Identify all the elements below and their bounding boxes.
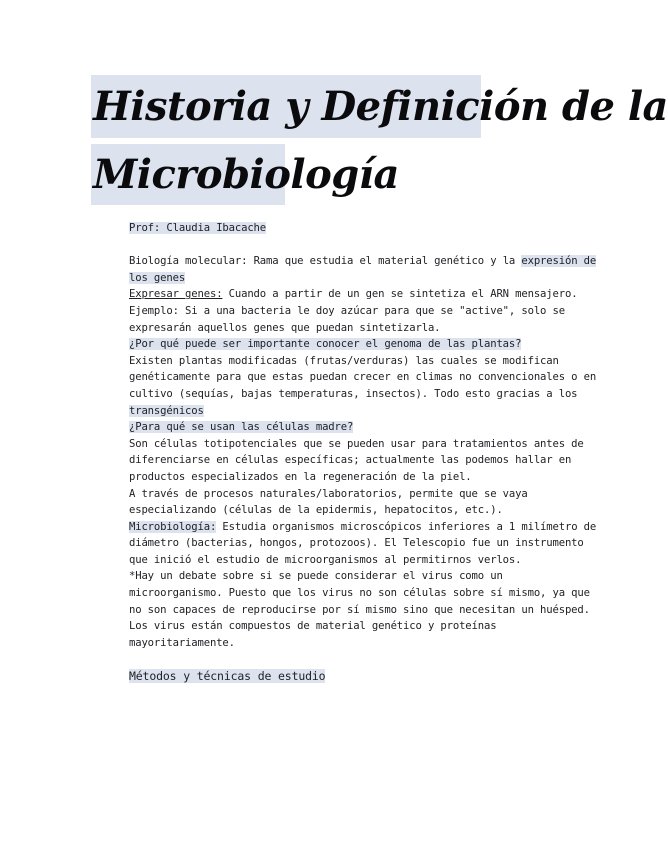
question-genoma-plantas: ¿Por qué puede ser importante conocer el genoma de las plantas?	[129, 338, 522, 351]
highlight-expresion: expresión de	[521, 255, 597, 268]
professor-name: Prof: Claudia Ibacache	[129, 222, 267, 234]
plantas-line-4: transgénicos	[129, 404, 204, 417]
micro-line-3: que inició el estudio de microorganismos al permitirnos verlos.	[129, 553, 522, 566]
biologia-molecular-term: Biología molecular:	[129, 255, 248, 268]
plantas-line-1: Existen plantas modificadas (frutas/verduras) las cuales se modifican	[129, 354, 559, 367]
micro-line-4: *Hay un debate sobre si se puede considerar el virus como un	[129, 570, 503, 583]
microbiologia-term: Microbiología:	[129, 520, 217, 533]
madre-line-1: Son células totipotenciales que se pueden usar para tratamientos antes de	[129, 437, 584, 450]
ejemplo-line-2: expresarán aquellos genes que puedan sintetizarla.	[129, 321, 441, 334]
micro-line-5: microorganismo. Puesto que los virus no son células sobre sí mismo, ya que	[129, 587, 590, 600]
micro-line-6: no son capaces de reproducirse por sí mismo sino que necesitan un huésped.	[129, 603, 590, 616]
madre-line-2: diferenciarse en células específicas; actualmente las podemos hallar en	[129, 454, 572, 467]
biologia-molecular-paragraph: Biología molecular: Rama que estudia el material genético y la expresión de	[129, 255, 597, 268]
document-title-line-1: Historia y Definición de la	[91, 75, 481, 138]
question-celulas-madre: ¿Para qué se usan las células madre?	[129, 421, 354, 434]
expresar-genes-paragraph: Expresar genes: Cuando a partir de un gen se sintetiza el ARN mensajero.	[129, 288, 578, 301]
document-title-line-2: Microbiología	[91, 144, 285, 205]
expresar-genes-term: Expresar genes:	[129, 288, 223, 301]
plantas-line-3: cultivo (sequías, bajas temperaturas, insectos). Todo esto gracias a los	[129, 387, 578, 400]
micro-line-7: Los virus están compuestos de material genético y proteínas	[129, 620, 497, 633]
document-body: Prof: Claudia Ibacache Biología molecular: Rama que estudia el material genético y la expresión de los genes Expresar genes: Cuando a partir de un gen se sintetiza el ARN mensajero. Ejemplo: Si a una bacteria le doy azúcar para que se "active", solo se expresarán aquellos genes que puedan sintetizarla. ¿Por qué puede ser importante conocer el genoma de las plantas? Existen plantas modificadas (frutas/verduras) las cuales se modifican genéticamente para que estas puedan crecer en climas no convencionales o en cultivo (sequías, bajas temperaturas, insectos). Todo esto gracias a los transgénicos ¿Para qué se usan las células madre? Son células totipotenciales que se pueden usar para tratamientos antes de diferenciarse en células específicas; actualmente las podemos hallar en productos especializados en la regeneración de la piel. A través de procesos naturales/laboratorios, permite que se vaya especializando (células de la epidermis, hepatocitos, etc.). Microbiología: Estudia organismos microscópicos inferiores a 1 milímetro de diámetro (bacterias, hongos, protozoos). El Telescopio fue un instrumento que inició el estudio de microorganismos al permitirnos verlos. *Hay un debate sobre si se puede considerar el virus como un microorganismo. Puesto que los virus no son células sobre sí mismo, ya que no son capaces de reproducirse por sí mismo sino que necesitan un huésped. Los virus están compuestos de material genético y proteínas mayoritariamente. Métodos y técnicas de estudio	[129, 222, 597, 684]
micro-line-8: mayoritariamente.	[129, 636, 235, 649]
section-heading-metodos: Métodos y técnicas de estudio	[129, 669, 326, 684]
plantas-line-2: genéticamente para que estas puedan crecer en climas no convencionales o en	[129, 371, 597, 384]
ejemplo-line-1: Ejemplo: Si a una bacteria le doy azúcar para que se "active", solo se	[129, 304, 565, 317]
madre-line-5: especializando (células de la epidermis, hepatocitos, etc.).	[129, 504, 503, 517]
microbiologia-paragraph: Microbiología: Estudia organismos microscópicos inferiores a 1 milímetro de	[129, 520, 597, 533]
micro-line-2: diámetro (bacterias, hongos, protozoos). El Telescopio fue un instrumento	[129, 537, 584, 550]
madre-line-4: A través de procesos naturales/laboratorios, permite que se vaya	[129, 487, 528, 500]
madre-line-3: productos especializados en la regeneración de la piel.	[129, 470, 472, 483]
